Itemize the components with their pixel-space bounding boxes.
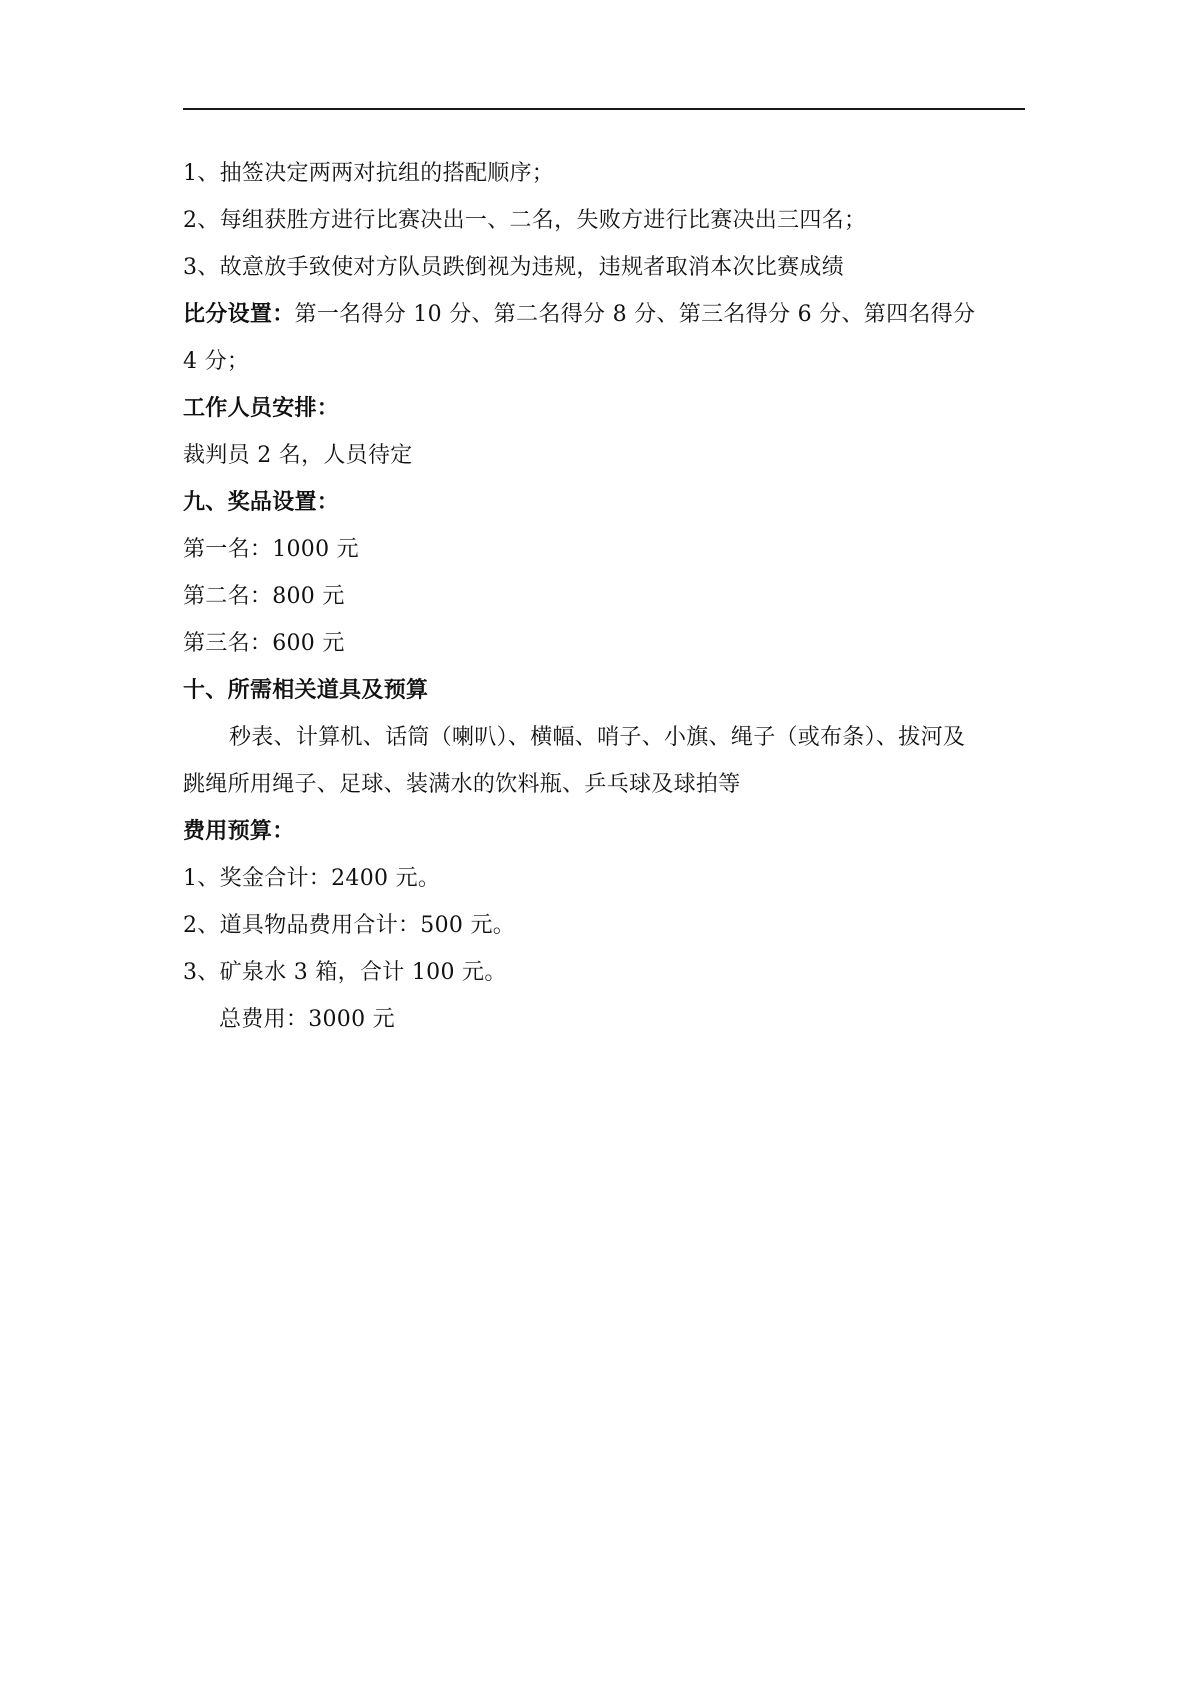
scoring-label: 比分设置： xyxy=(183,302,295,327)
header-rule xyxy=(183,108,1025,110)
prize-item-3: 第三名：600 元 xyxy=(183,631,345,656)
staff-text: 裁判员 2 名，人员待定 xyxy=(183,443,413,468)
scoring-text: 第一名得分 10 分、第二名得分 8 分、第三名得分 6 分、第四名得分 xyxy=(294,302,976,327)
scoring-paragraph xyxy=(183,291,1025,338)
budget-item-3: 3、矿泉水 3 箱，合计 100 元。 xyxy=(183,960,507,985)
prizes-heading: 九、奖品设置： xyxy=(183,490,340,515)
rule-item-1: 1、抽签决定两两对抗组的搭配顺序； xyxy=(183,161,555,186)
budget-item-2: 2、道具物品费用合计：500 元。 xyxy=(183,913,516,938)
props-text-line-2: 跳绳所用绳子、足球、装满水的饮料瓶、乒乓球及球拍等 xyxy=(183,772,741,797)
rule-item-2: 2、每组获胜方进行比赛决出一、二名，失败方进行比赛决出三四名； xyxy=(183,208,867,233)
budget-heading: 费用预算： xyxy=(183,819,295,844)
props-text-line-1: 秒表、计算机、话筒（喇叭）、横幅、哨子、小旗、绳子（或布条）、拔河及 xyxy=(229,725,966,750)
prize-item-1: 第一名：1000 元 xyxy=(183,537,359,562)
budget-total: 总费用：3000 元 xyxy=(219,1007,395,1032)
props-heading: 十、所需相关道具及预算 xyxy=(183,678,429,703)
staff-heading: 工作人员安排： xyxy=(183,396,340,421)
budget-item-1: 1、奖金合计：2400 元。 xyxy=(183,866,441,891)
scoring-text-continued: 4 分； xyxy=(183,349,250,374)
rule-item-3: 3、故意放手致使对方队员跌倒视为违规，违规者取消本次比赛成绩 xyxy=(183,255,844,280)
prize-item-2: 第二名：800 元 xyxy=(183,584,345,609)
document-body xyxy=(183,150,1025,1043)
